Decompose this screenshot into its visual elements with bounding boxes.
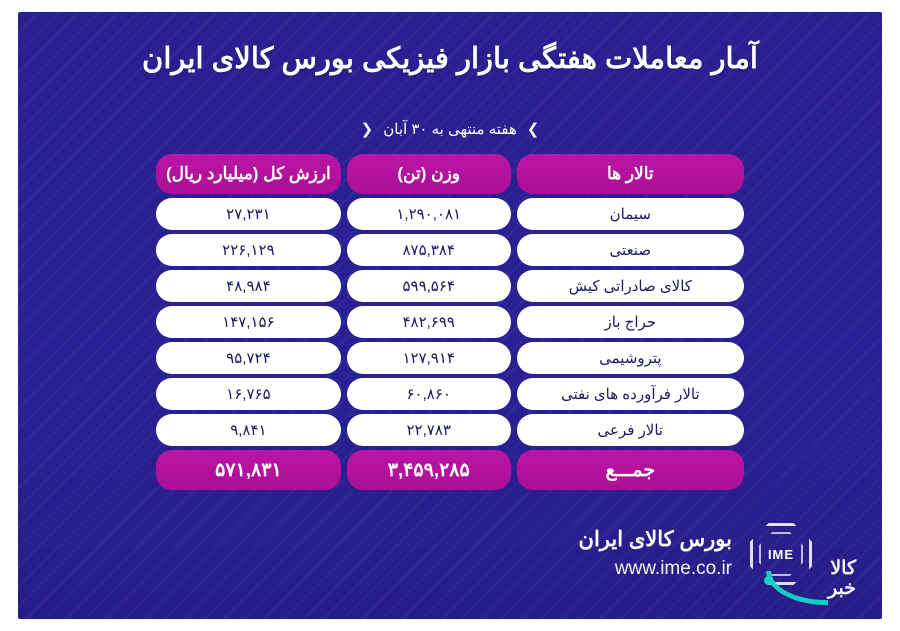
watermark-text [828,559,856,599]
cell-value: ۴۸,۹۸۴ [156,270,341,302]
chevron-left-icon: ❮ [360,121,374,138]
table-row [156,378,744,410]
cell-weight: ۵۹۹,۵۶۴ [347,270,511,302]
wave-dot-icon [764,576,773,585]
watermark-line1: کالا [830,558,856,579]
footer-text [579,525,732,583]
watermark-line2: خبر [828,577,856,599]
infographic-card [18,12,882,619]
table-row [156,234,744,266]
cell-value: ۹,۸۴۱ [156,414,341,446]
cell-value: ۹۵,۷۲۴ [156,342,341,374]
cell-weight: ۴۸۲,۶۹۹ [347,306,511,338]
weekly-stats-table [150,150,750,494]
website-url[interactable]: www.ime.co.ir [614,558,732,580]
cell-hall: تالار فرعی [517,414,744,446]
cell-weight: ۱۲۷,۹۱۴ [347,342,511,374]
cell-weight: ۱,۲۹۰,۰۸۱ [347,198,511,230]
cell-total-value: ۵۷۱,۸۳۱ [156,450,341,490]
table-row [156,198,744,230]
column-header-value: ارزش کل (میلیارد ریال) [156,154,341,194]
cell-value: ۲۲۶,۱۲۹ [156,234,341,266]
page-title: آمار معاملات هفتگی بازار فیزیکی بورس کالای ایران [142,43,758,75]
cell-hall: صنعتی [517,234,744,266]
cell-value: ۲۷,۲۳۱ [156,198,341,230]
table-row [156,270,744,302]
table-header-row [156,154,744,194]
cell-value: ۱۴۷,۱۵۶ [156,306,341,338]
cell-value: ۱۶,۷۶۵ [156,378,341,410]
cell-total-weight: ۳,۴۵۹,۲۸۵ [347,450,511,490]
cell-weight: ۸۷۵,۳۸۴ [347,234,511,266]
footer [18,523,882,585]
chevron-right-icon: ❯ [526,121,540,138]
cell-hall: تالار فرآورده های نفتی [517,378,744,410]
cell-hall: حراج باز [517,306,744,338]
cell-total-label: جمـــع [517,450,744,490]
cell-weight: ۶۰,۸۶۰ [347,378,511,410]
cell-hall: کالای صادراتی کیش [517,270,744,302]
subtitle-text: هفته منتهی به ۳۰ آبان [383,121,517,138]
table-row [156,414,744,446]
cell-weight: ۲۲,۷۸۳ [347,414,511,446]
column-header-hall: تالار ها [517,154,744,194]
watermark [762,553,858,609]
cell-hall: سیمان [517,198,744,230]
wave-arc-icon [766,571,828,605]
table-row [156,306,744,338]
table-row [156,342,744,374]
cell-hall: پتروشیمی [517,342,744,374]
column-header-weight: وزن (تن) [347,154,511,194]
organization-name: بورس کالای ایران [578,528,732,551]
logo-label: IME [767,546,795,562]
subtitle-row [18,120,882,138]
table-total-row [156,450,744,490]
